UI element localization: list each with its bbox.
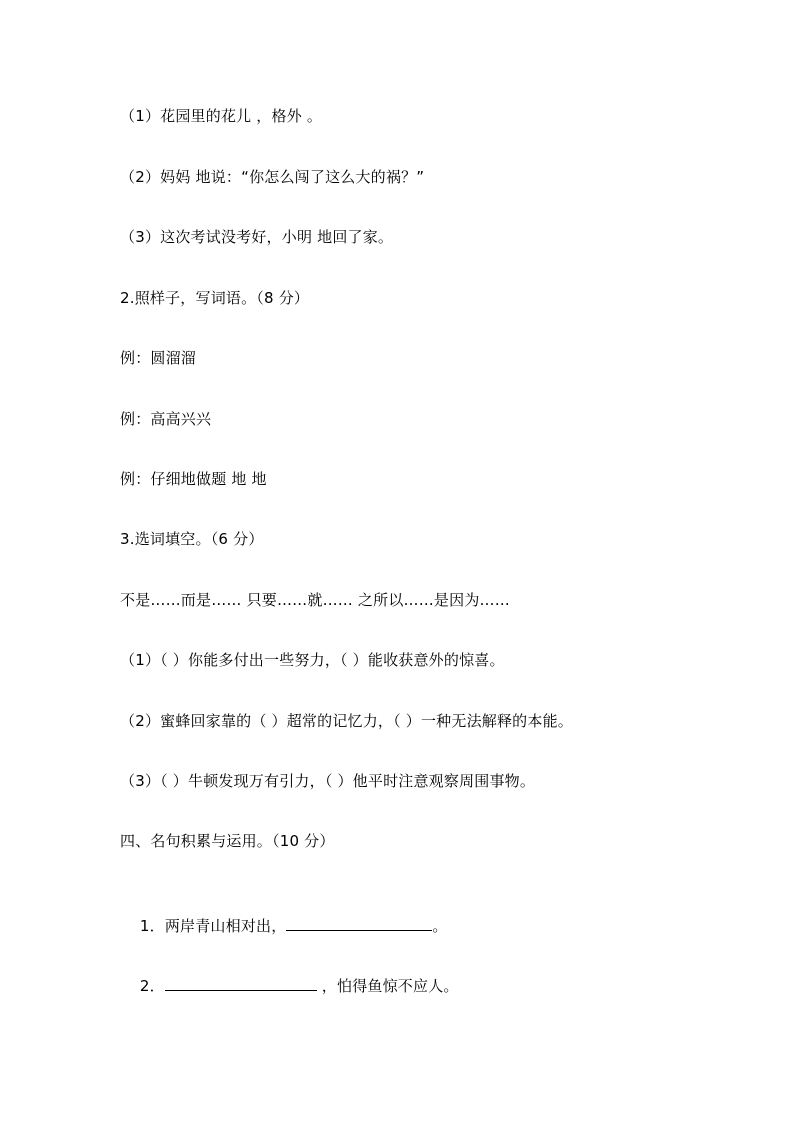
quote-question-2: [120, 950, 459, 995]
question-3-3: （3）（ ）牛顿发现万有引力，（ ）他平时注意观察周围事物。: [120, 772, 536, 790]
quote-question-1: [120, 890, 448, 935]
section-2-heading: 2.照样子，写词语。（8 分）: [120, 289, 310, 307]
question-1-1: （1）花园里的花儿 ，格外 。: [120, 107, 323, 125]
quote-2-answer-blank[interactable]: [165, 974, 317, 991]
question-3-2: （2）蜜蜂回家靠的（ ）超常的记忆力，（ ）一种无法解释的本能。: [120, 712, 573, 730]
section-3-heading: 3.选词填空。（6 分）: [120, 530, 264, 548]
question-3-1: （1）（ ）你能多付出一些努力，（ ）能收获意外的惊喜。: [120, 651, 505, 669]
example-2: 例：高高兴兴: [120, 410, 212, 428]
quote-2-text: ，怕得鱼惊不应人。: [316, 977, 459, 995]
quote-2-number: 2．: [139, 977, 165, 995]
question-1-2: （2）妈妈 地说：“你怎么闯了这么大的祸？”: [120, 168, 425, 186]
example-3: 例：仔细地做题 地 地: [120, 470, 267, 488]
quote-1-text: 1．两岸青山相对出，: [139, 917, 287, 935]
quote-1-answer-blank[interactable]: [286, 914, 432, 931]
quote-1-end: 。: [432, 917, 448, 935]
word-choices: 不是……而是…… 只要……就…… 之所以……是因为……: [120, 591, 510, 609]
example-1: 例：圆溜溜: [120, 349, 197, 367]
section-4-heading: 四、名句积累与运用。（10 分）: [120, 832, 335, 850]
question-1-3: （3）这次考试没考好，小明 地回了家。: [120, 228, 394, 246]
